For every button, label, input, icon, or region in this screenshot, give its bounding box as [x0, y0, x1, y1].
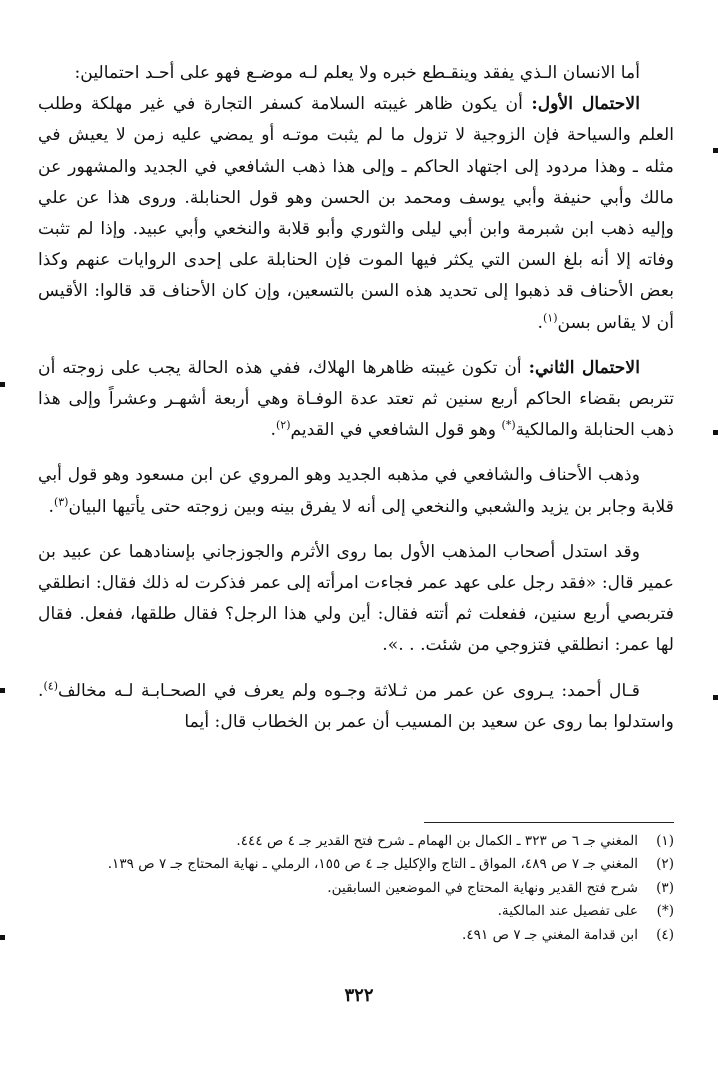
paragraph-text: أن تكون غيبته ظاهرها الهلاك، ففي هذه الحالة يجب على زوجته أن تتربص بقضاء الحاكم أربع سنين ثم تعتد عدة الوفـاة وهي أربعة أشهـر وعشراً وإلى هذا ذهب الحنابلة والمالكية — [38, 357, 674, 441]
footnote-number: (٤) — [656, 926, 674, 943]
footnote-ref[interactable]: (*) — [501, 418, 516, 432]
scan-mark — [713, 695, 718, 700]
paragraph-text: وقد استدل أصحاب المذهب الأول بما روى الأثرم والجوزجاني بإسنادهما عن عبيد بن عمير قال: «فقد رجل على عهد عمر فجاءت امرأته إلى عمر فذكرت له ذلك فقال: انطلقي فتربصي أربع سنين، ففعلت ثم أتته فقال: أين ولي هذا الرجل؟ فقال طلقها، ففعل. فقال لها عمر: انطلقي فتزوجي من شئت. . .». — [38, 541, 674, 656]
scan-mark — [0, 688, 5, 693]
paragraph-text: وذهب الأحناف والشافعي في مذهبه الجديد وهو المروي عن ابن مسعود وهو قول أبي قلابة وجابر بن يزيد والشعبي والنخعي إلى أنه لا يفرق بينه وبين زوجته حتى يأتيها البيان — [38, 465, 674, 517]
footnote-ref[interactable]: (٣) — [53, 494, 69, 508]
scan-mark — [713, 148, 718, 153]
paragraph-tail: . واستدلوا بما روى عن سعيد بن المسيب أن عمر بن الخطاب قال: أيما — [38, 680, 674, 732]
footnote-number: (١) — [656, 833, 674, 849]
footnote-number: (*) — [656, 903, 674, 920]
footnote-number: (٣) — [656, 879, 674, 896]
paragraph-text: أما الانسان الـذي يفقد وينقـطع خبره ولا يعلم لـه موضـع فهو على أحـد احتمالين: — [74, 63, 640, 83]
page-number: ٣٢٢ — [344, 985, 374, 1006]
heading-second-possibility: الاحتمال الثاني: — [528, 357, 640, 378]
paragraph-tail: . — [270, 420, 276, 441]
scan-mark — [0, 382, 5, 387]
footnote-item — [60, 853, 674, 876]
footnote-text: ابن قدامة المغني جـ ٧ ص ٤٩١. — [462, 926, 638, 943]
footnote-item — [60, 830, 674, 853]
footnote-text: على تفصيل عند المالكية. — [497, 903, 638, 920]
footnote-text: المغني جـ ٧ ص ٤٨٩، المواق ـ التاج والإكليل جـ ٤ ص ١٥٥، الرملي ـ نهاية المحتاج جـ ٧ ص ١٣٩. — [107, 856, 638, 873]
footnote-item — [60, 924, 674, 947]
footnote-text: المغني جـ ٦ ص ٣٢٣ ـ الكمال بن الهمام ـ شرح فتح القدير جـ ٤ ص ٤٤٤. — [236, 833, 638, 849]
footnote-text: شرح فتح القدير ونهاية المحتاج في الموضعين السابقين. — [327, 879, 638, 896]
paragraph-tail: . — [537, 312, 543, 333]
footnote-number: (٢) — [656, 856, 674, 873]
body-text — [38, 58, 674, 738]
footnote-ref[interactable]: (٤) — [43, 678, 58, 692]
footnotes — [60, 830, 674, 947]
footnote-item — [60, 877, 674, 900]
footnote-ref[interactable]: (٢) — [275, 418, 291, 432]
paragraph-intro — [38, 58, 674, 89]
footnote-ref[interactable]: (١) — [542, 310, 558, 324]
paragraph-tail: . — [48, 496, 54, 517]
paragraph-first-possibility — [38, 89, 674, 339]
scan-mark — [713, 430, 718, 435]
paragraph-ahmad — [38, 676, 674, 738]
paragraph-hanafi-view — [38, 460, 674, 522]
paragraph-second-possibility — [38, 353, 674, 447]
footnote-item — [60, 900, 674, 923]
paragraph-tail: وهو قول الشافعي في القديم — [290, 420, 502, 441]
paragraph-text: قـال أحمد: يـروى عن عمر من ثـلاثة وجـوه ولم يعرف في الصحـابـة لـه مخالف — [57, 680, 640, 701]
heading-first-possibility: الاحتمال الأول: — [531, 94, 640, 115]
paragraph-evidence — [38, 537, 674, 662]
footnote-divider — [424, 822, 674, 823]
paragraph-text: أن يكون ظاهر غيبته السلامة كسفر التجارة في غير مهلكة وطلب العلم والسياحة فإن الزوجية لا تزول ما لم يثبت موتـه أو يمضي عليه زمن لا يعيش في مثله ـ وهذا مردود إلى اجتهاد الحاكم ـ وإلى هذا ذهب الشافعي في الجديد والمشهور عن مالك وأبي حنيفة وأبي يوسف ومحمد بن الحسن وهو قول الحنابلة. وروى هذا عن علي وإليه ذهب ابن شبرمة وابن أبي ليلى والثوري وأبو قلابة والنخعي وأبي عبيد. وإذا لم تثبت وفاته إلا أنه بلغ السن التي يكثر فيها الموت فإن الحنابلة على إحدى الروايات عنهم وكذا بعض الأحناف قد ذهبوا إلى تحديد هذه السن بالتسعين، وإن كان الأحناف قد قالوا: الأقيس أن لا يقاس بسن — [38, 94, 674, 333]
scan-mark — [0, 935, 5, 940]
